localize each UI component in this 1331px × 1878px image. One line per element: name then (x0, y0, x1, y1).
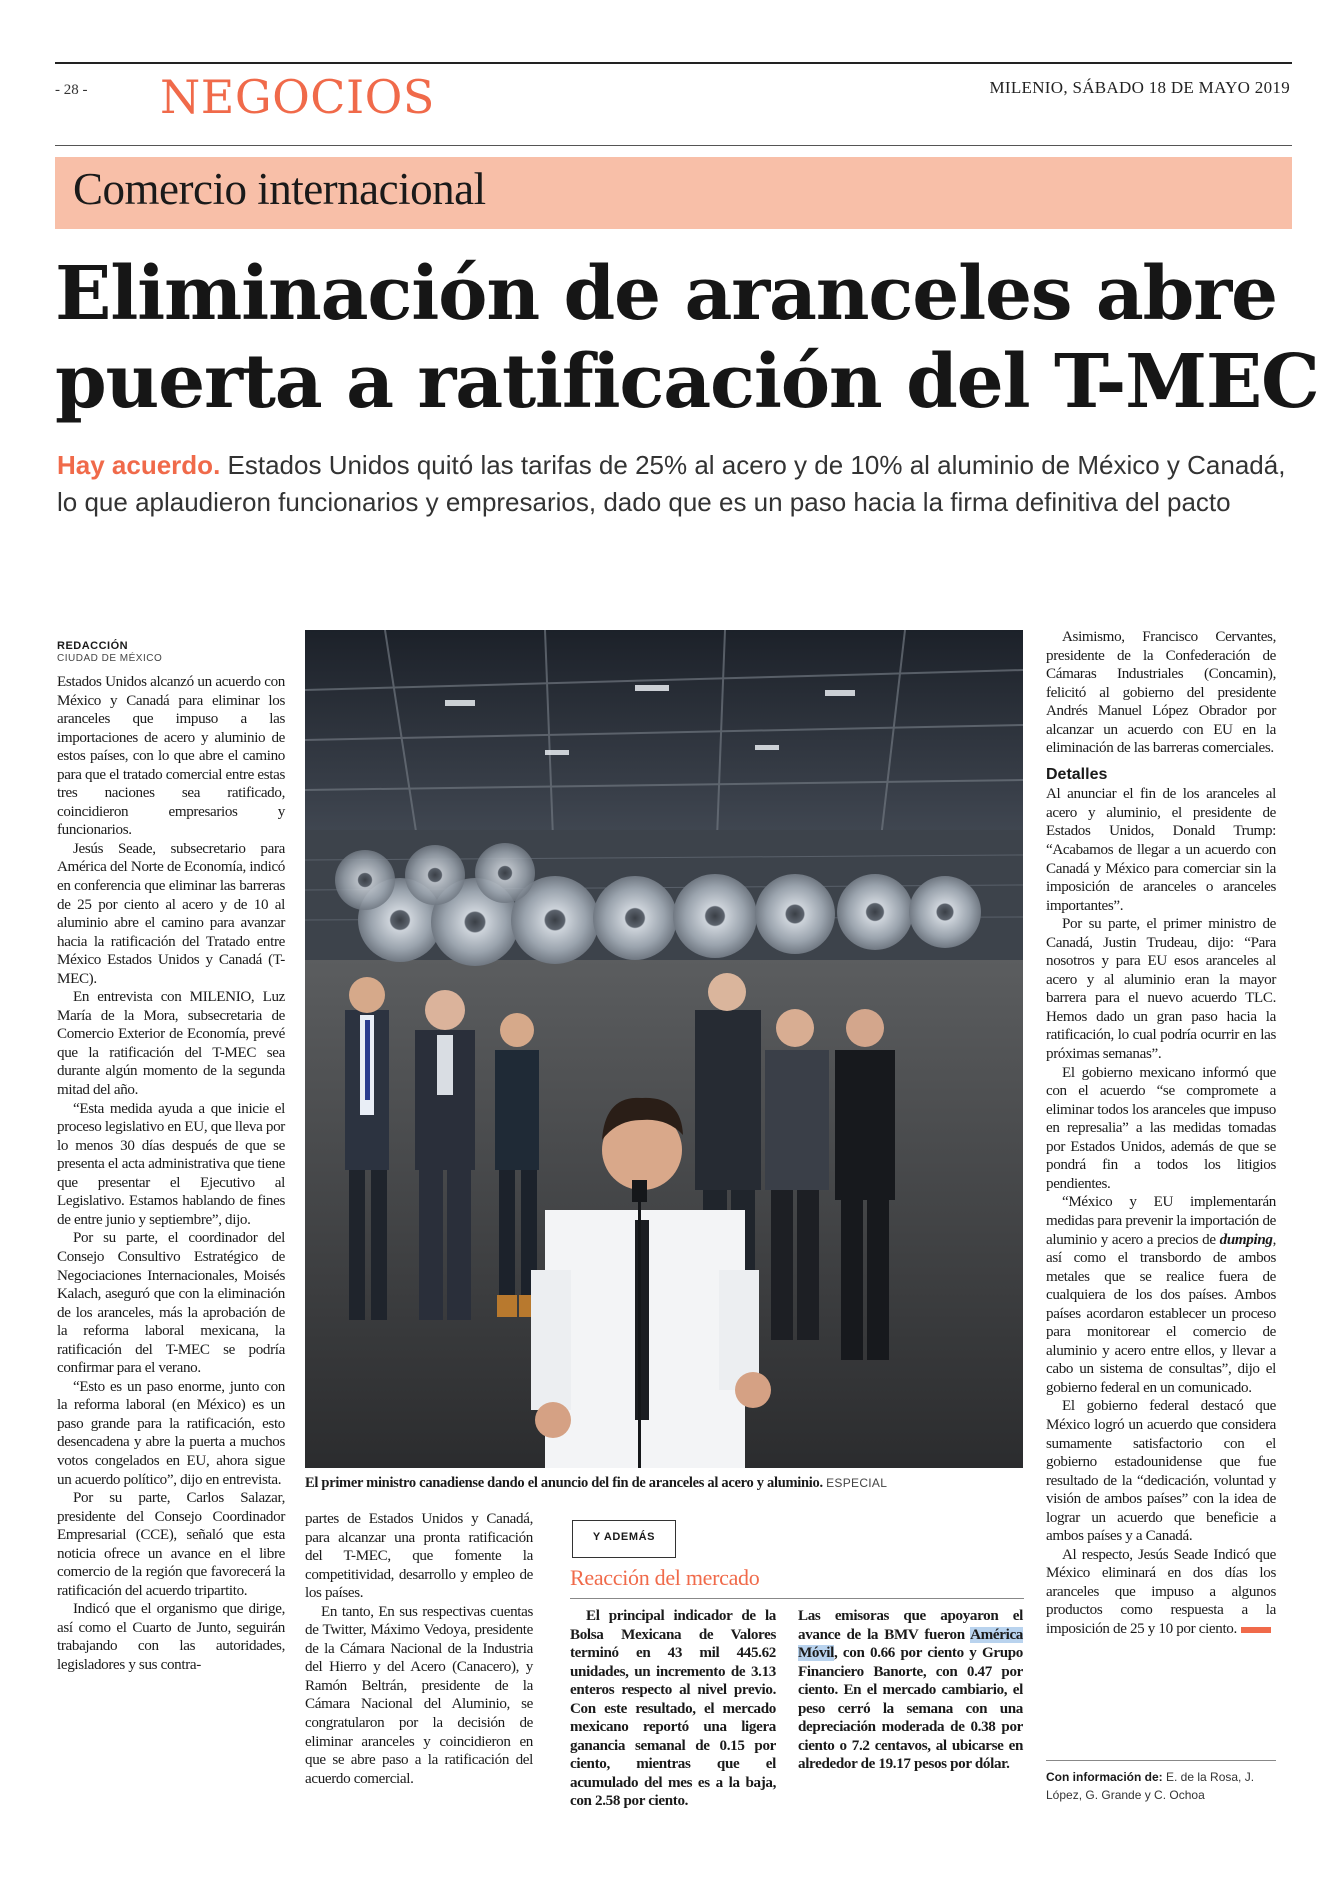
byline-author: REDACCIÓN (57, 640, 129, 652)
deck-lead: Hay acuerdo. (57, 450, 221, 480)
sidebar-tag (572, 1520, 676, 1558)
paragraph (1046, 1193, 1276, 1397)
paragraph: Por su parte, el primer ministro de Canadá, Justin Trudeau, dijo: “Para nosotros y para EU esos aranceles al acero y al aluminio eran la mayor barrera para el nuevo acuerdo TLC. Hemos dado un gran paso hacia la ratificación, lo cual podría ocurrir en las próximas semanas”. (1046, 916, 1276, 1063)
paragraph: Por su parte, Carlos Salazar, presidente del Consejo Coordinador Empresarial (CCE), señaló que esta noticia ofrece un avance en el libre comercio de la región que favorecerá la ratificación del acuerdo tripartito. (57, 1490, 285, 1599)
paragraph: El gobierno mexicano informó que con el acuerdo “se compromete a eliminar todos los aranceles que impuso en represalia” a las medidas tomadas por Estados Unidos, además de que se pondrá fin a todos los litigios pendientes. (1046, 1064, 1276, 1192)
photo-caption (305, 1475, 1023, 1492)
page-number: - 28 - (55, 82, 88, 98)
credits-names: E. de la Rosa, J. López, G. Grande y C. Ochoa (1046, 1770, 1255, 1802)
text-run: Al respecto, Jesús Seade Indicó que México eliminará en dos días los aranceles que impuso a algunos productos como respuesta a la imposición de 25 y 10 por ciento. (1046, 1546, 1276, 1637)
end-mark (1241, 1627, 1271, 1633)
paragraph: Estados Unidos alcanzó un acuerdo con México y Canadá para eliminar los aranceles que impuso a las importaciones de acero y aluminio de estos países, con lo que abre el camino para que el tratado comercial entre estas tres naciones sea ratificado, coincidieron empresarios y funcionarios. (57, 674, 285, 839)
subhead: Detalles (1046, 765, 1108, 783)
sidebar-rule (570, 1598, 1024, 1599)
deck-line-2: lo que aplaudieron funcionarios y empresarios, dado que es un paso hacia la firma definitiva del pacto (57, 487, 1231, 517)
paragraph (1046, 1546, 1276, 1639)
sidebar-column-1 (570, 1607, 776, 1811)
paragraph: Al anunciar el fin de los aranceles al acero y aluminio, el presidente de Estados Unidos, Donald Trump: “Acabamos de llegar a un acuerdo con Canadá y México para comerciar sin la imposición de aranceles o aranceles importantes”. (1046, 786, 1276, 914)
byline (57, 640, 162, 664)
paragraph: En tanto, En sus respectivas cuentas de Twitter, Máximo Vedoya, presidente de la Cámara Nacional de la Industria del Hierro y del Acero (Canacero), y Ramón Beltrán, presidente de la Cámara Nacional del Aluminio, se congratularon por la decisión de eliminar aranceles y coincidieron en que se abre paso a la ratificación del acuerdo comercial. (305, 1603, 533, 1787)
masthead-rule (55, 145, 1292, 146)
photo-illustration (305, 630, 1023, 1468)
paragraph: Jesús Seade, subsecretario para América del Norte de Economía, indicó en conferencia que eliminar las barreras de 25 por ciento al acero y de 10 al aluminio abre el camino para avanzar hacia la ratificación del Tratado entre México Estados Unidos y Canadá (T-MEC). (57, 840, 285, 987)
photo-credit: ESPECIAL (826, 1476, 888, 1490)
byline-place: CIUDAD DE MÉXICO (57, 653, 163, 664)
sidebar-column-2 (798, 1607, 1023, 1774)
article-column-5 (1046, 628, 1276, 1639)
top-rule (55, 62, 1292, 64)
headline-line-1: Eliminación de aranceles abre (55, 251, 1277, 337)
news-photo (305, 630, 1023, 1468)
section-title: NEGOCIOS (160, 70, 435, 124)
paragraph: El principal indicador de la Bolsa Mexicana de Valores terminó en 43 mil 445.62 unidades, un incremento de 3.13 enteros respecto al nivel previo. Con este resultado, el mercado mexicano reportó una ligera ganancia semanal de 0.15 por ciento, mientras que el acumulado del mes es a la baja, con 2.58 por ciento. (570, 1608, 776, 1810)
paragraph: En entrevista con MILENIO, Luz María de la Mora, subsecretaria de Comercio Exterior de Economía, prevé que la ratificación del T-MEC sea durante algún momento de la segunda mitad del año. (57, 989, 285, 1099)
article-column-2 (305, 1510, 533, 1788)
paragraph: “Esto es un paso enorme, junto con la reforma laboral (en México) es un paso grande para la ratificación, esto desencadena y abre la puerta a muchos votos congelados en EU, ahora sigue un acuerdo político”, dijo en entrevista. (57, 1378, 285, 1488)
deck-line-1: Estados Unidos quitó las tarifas de 25% al acero y de 10% al aluminio de México y Canadá, (220, 450, 1286, 480)
sidebar-tag-label: Y ADEMÁS (592, 1531, 656, 1543)
credits-rule (1046, 1760, 1276, 1761)
caption-text: El primer ministro canadiense dando el anuncio del fin de aranceles al acero y aluminio. (305, 1475, 823, 1491)
topic-label: Comercio internacional (73, 164, 486, 214)
paragraph (798, 1607, 1023, 1774)
dateline: MILENIO, SÁBADO 18 DE MAYO 2019 (989, 78, 1290, 97)
paragraph: Por su parte, el coordinador del Consejo Consultivo Estratégico de Negociaciones Internacionales, Moisés Kalach, aseguró que con la eliminación de los aranceles, más la aprobación de la reforma laboral mexicana, la ratificación del T-MEC se podría confirmar para el verano. (57, 1230, 285, 1377)
headline (55, 250, 1319, 426)
topic-band (55, 157, 1292, 229)
credits (1046, 1768, 1278, 1804)
paragraph: “Esta medida ayuda a que inicie el proceso legislativo en EU, que lleva por lo menos 30 días después de que se presenta el acta administrativa que tiene que presentar el Ejecutivo al Legislativo. Estamos hablando de fines de entre junio y septiembre”, dijo. (57, 1100, 285, 1228)
text-run: , con 0.66 por ciento y Grupo Financiero Banorte, con 0.47 por ciento. En el mercado cambiario, el peso cerró la semana con una depreciación moderada de 0.38 por ciento o 7.2 centavos, al ubicarse en alrededor de 19.17 pesos por dólar. (798, 1645, 1023, 1773)
emphasis-text: dumping (1219, 1231, 1273, 1248)
text-run: , así como el transbordo de ambos metales que se realice fuera de cualquiera de los dos países. Ambos países acordaron establecer un proceso para monitorear el comercio de aluminio y acero entre ellos, y llevar a cabo un sistema de consultas”, dijo el gobierno federal en un comunicado. (1046, 1231, 1276, 1396)
highlighted-text: América Móvil (798, 1626, 1023, 1662)
paragraph: El gobierno federal destacó que México logró un acuerdo que considera sumamente satisfactorio con el gobierno estadounidense que fue resultado de la “dedicación, voluntad y visión de ambos países” con la idea de lograr un acuerdo que beneficie a ambos países y a Canadá. (1046, 1398, 1276, 1545)
paragraph: Asimismo, Francisco Cervantes, presidente de la Confederación de Cámaras Industriales (Concamin), felicitó al gobierno del presidente Andrés Manuel López Obrador por alcanzar un acuerdo con EU en la eliminación de las barreras comerciales. (1046, 629, 1276, 757)
text-run: Las emisoras que apoyaron el avance de la BMV fueron (798, 1608, 1023, 1643)
credits-label: Con información de: (1046, 1770, 1163, 1784)
paragraph: Indicó que el organismo que dirige, así como el Cuarto de Junto, seguirán trabajando con las autoridades, legisladores y sus contra- (57, 1601, 285, 1673)
deck (57, 447, 1297, 521)
article-column-1 (57, 673, 285, 1675)
headline-line-2: puerta a ratificación del T-MEC (55, 339, 1319, 425)
sidebar-kicker: Reacción del mercado (570, 1565, 760, 1590)
text-run: “México y EU implementarán medidas para prevenir la importación de aluminio y acero a precios de (1046, 1194, 1276, 1248)
paragraph: partes de Estados Unidos y Canadá, para alcanzar una pronta ratificación del T-MEC, que fomente la competitividad, desarrollo y empleo de los países. (305, 1511, 533, 1602)
